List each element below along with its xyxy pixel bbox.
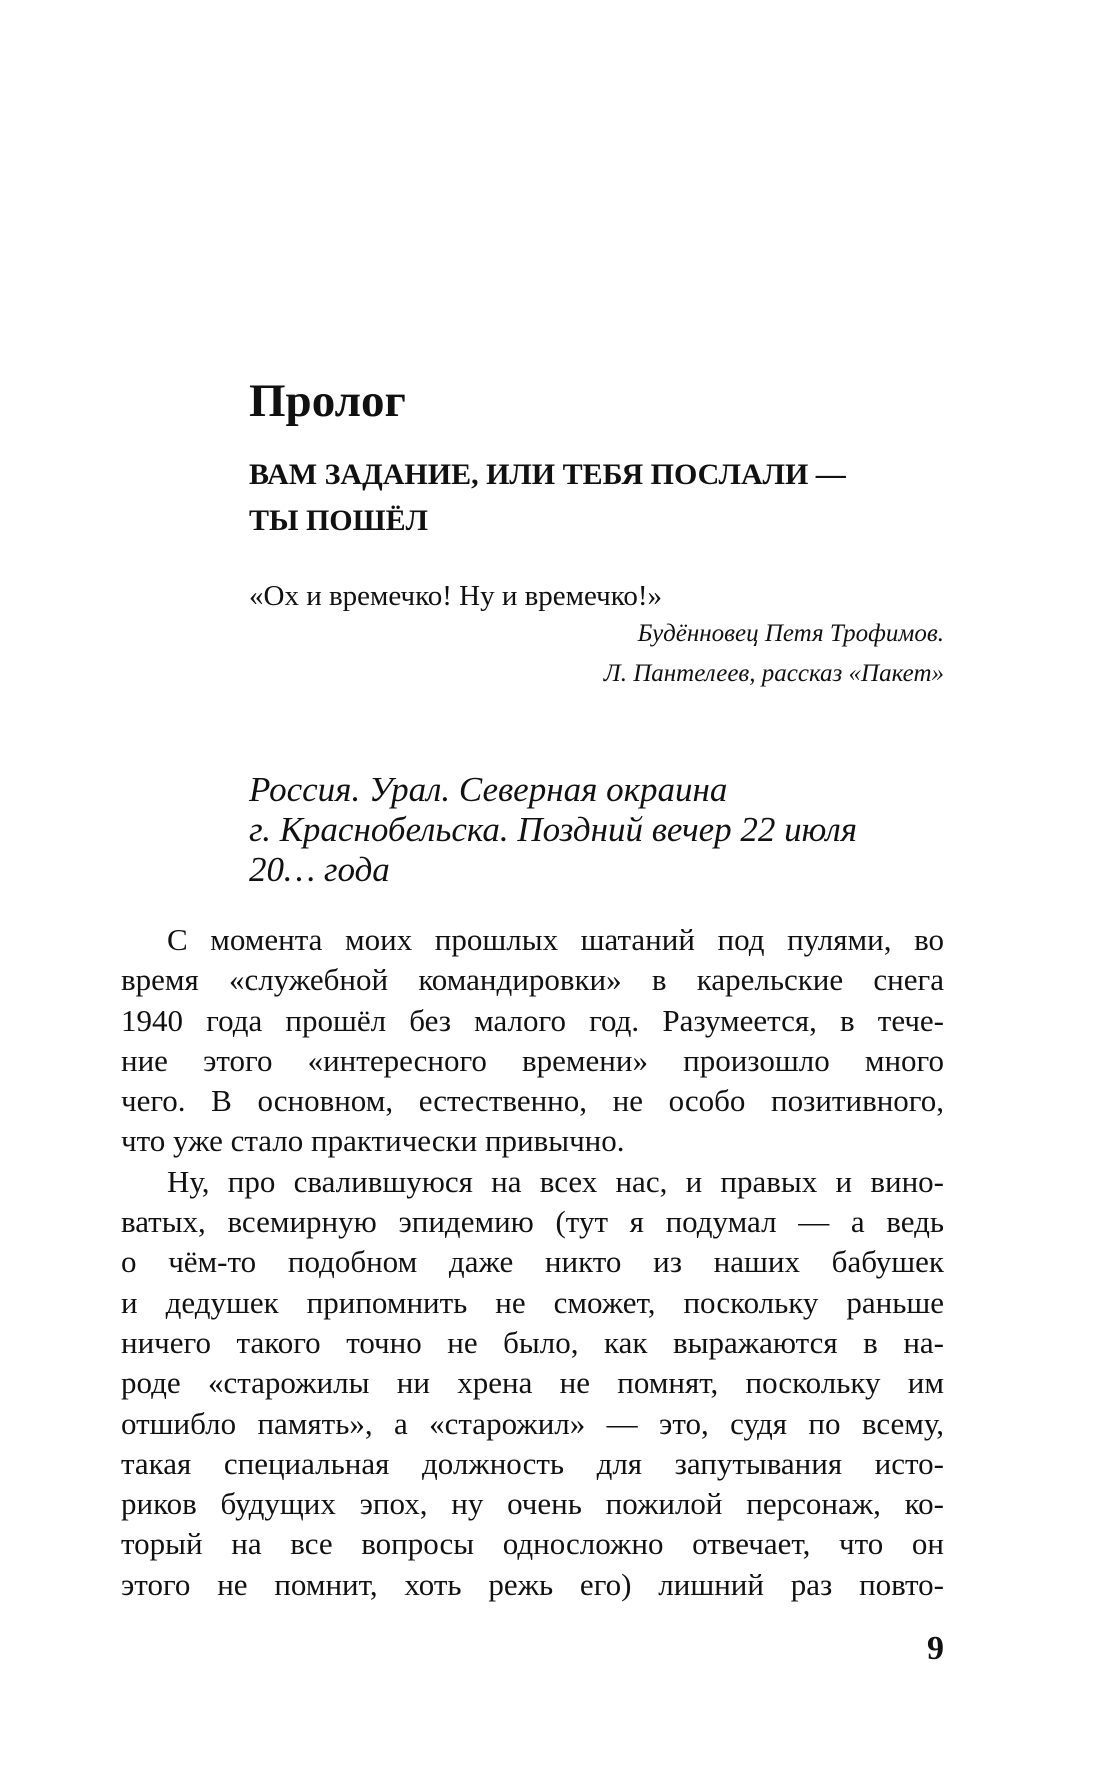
paragraph-line: что уже стало практически привычно. [121,1123,625,1159]
epigraph [249,578,944,694]
setting-line: 20… года [249,850,390,889]
body-text [121,920,944,1605]
setting-line: Россия. Урал. Северная окраина [249,770,728,809]
paragraph-line: 1940 года прошёл без малого год. Разумеется, в тече- [121,1002,944,1038]
epigraph-attribution-line: Л. Пантелеев, рассказ «Пакет» [603,660,944,687]
epigraph-quote: «Ох и времечко! Ну и времечко!» [249,580,663,612]
paragraph-line: о чём-то подобном даже никто из наших бабушек [121,1244,944,1280]
paragraph-line: ватых, всемирную эпидемию (тут я подумал — а ведь [121,1204,944,1240]
paragraph-line: Ну, про свалившуюся на всех нас, и правых и вино- [167,1163,944,1199]
chapter-subtitle-line: ВАМ ЗАДАНИЕ, ИЛИ ТЕБЯ ПОСЛАЛИ — [249,458,846,491]
paragraph-line: такая специальная должность для запутывания исто- [121,1445,944,1481]
paragraph-line: роде «старожилы ни хрена не помнят, поскольку им [121,1365,944,1401]
paragraph-line: риков будущих эпох, ну очень пожилой персонаж, ко- [121,1486,944,1522]
chapter-title: Пролог [249,375,406,427]
chapter-subtitle-line: ТЫ ПОШЁЛ [249,504,428,537]
paragraph-line: торый на все вопросы односложно отвечает, что он [121,1526,944,1562]
paragraph [121,1162,944,1605]
setting-line: г. Краснобельска. Поздний вечер 22 июля [249,810,858,849]
paragraph-line: чего. В основном, естественно, не особо позитивного, [121,1083,944,1119]
paragraph-line: ничего такого точно не было, как выражаются в на- [121,1324,944,1360]
paragraph-line: С момента моих прошлых шатаний под пулями, во [167,922,944,957]
paragraph-line: отшибло память», а «старожил» — это, судя по всему, [121,1405,944,1441]
epigraph-attribution-line: Будённовец Петя Трофимов. [637,620,944,647]
chapter-subtitle [249,452,949,544]
paragraph-line: и дедушек припомнить не сможет, поскольку раньше [121,1284,944,1320]
paragraph-line: время «служебной командировки» в карельские снега [121,962,944,998]
setting-heading [249,770,929,890]
paragraph-line: этого не помнит, хоть режь его) лишний раз повто- [121,1566,944,1602]
paragraph-line: ние этого «интересного времени» произошло много [121,1042,944,1078]
paragraph [121,920,944,1162]
page-number: 9 [927,1630,944,1667]
